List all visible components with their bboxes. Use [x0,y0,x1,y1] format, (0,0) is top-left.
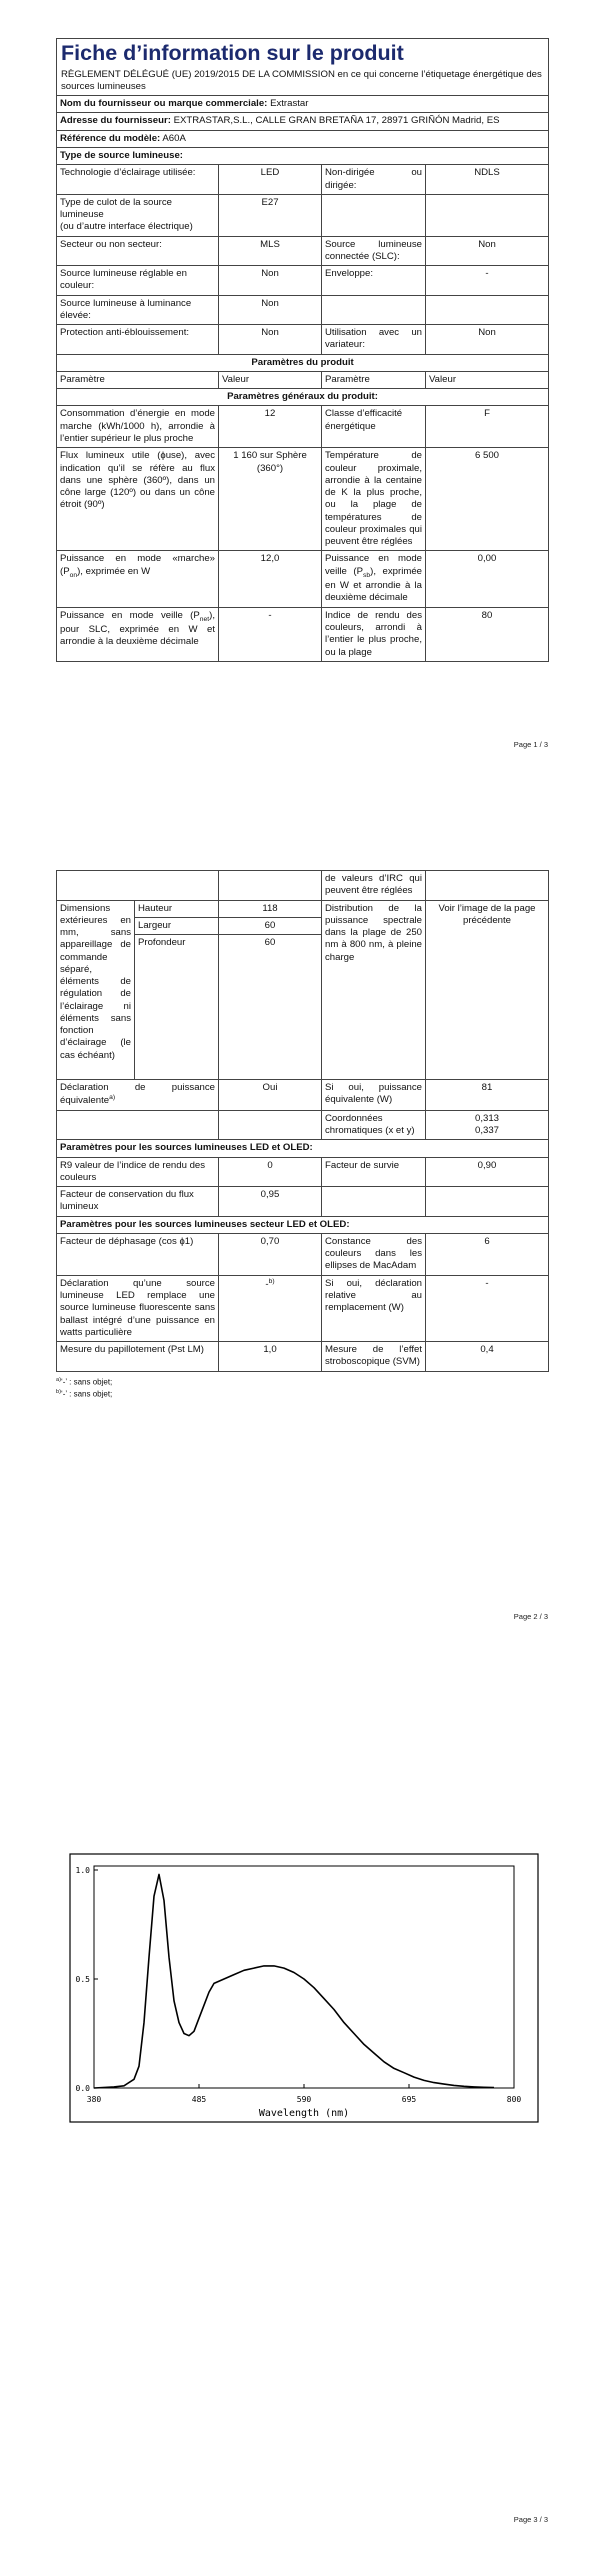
title-cell [57,39,549,96]
cap-label-line-2: (ou d’autre interface électrique) [60,221,193,233]
replacement-power-value: - [426,1275,549,1341]
x-tick-label: 800 [506,2095,522,2104]
light-source-type-header: Type de source lumineuse: [57,147,549,164]
model-value: A60A [162,132,186,144]
connected-value: Non [426,236,549,266]
product-info-table-page-1 [56,38,549,662]
col-header-param: Paramètre [322,371,426,388]
stroboscopic-value: 0,4 [426,1342,549,1372]
cri-label-part-1: Indice de rendu des couleurs, arrondi à l’entier le plus proche, ou la plage [322,607,426,661]
cap-label-line-1: Type de culot de la source lumineuse [60,196,172,221]
color-tunable-label: Source lumineuse réglable en couleur: [57,266,219,296]
cri-value: 80 [426,607,549,661]
regulation-text: RÈGLEMENT DÉLÉGUÉ (UE) 2019/2015 DE LA COMMISSION en ce qui concerne l’étiquetage énergétique des sources lumineuses [61,68,542,92]
cct-label: Température de couleur proximale, arrondie à la centaine de K la plus proche, ou la plage de températures de couleur proximales qui peuvent être réglées [322,448,426,551]
params-product-header: Paramètres du produit [57,354,549,371]
spd-label: Distribution de la puissance spectrale dans la plage de 250 nm à 800 nm, à pleine charge [322,900,426,1080]
cct-value: 6 500 [426,448,549,551]
macadam-label: Constance des couleurs dans les ellipses de MacAdam [322,1233,426,1275]
plot-area [94,1866,514,2088]
address-value: EXTRASTAR,S.L., CALLE GRAN BRETAÑA 17, 28971 GRIÑÓN Madrid, ES [173,115,500,127]
empty-cell [219,871,322,901]
footnote-b: $^{b)}$‘-’ : sans objet; [56,1389,113,1399]
col-header-value: Valeur [219,371,322,388]
net-standby-value: - [219,607,322,661]
page-title: Fiche d’information sur le produit [61,41,404,65]
directional-label: Non-dirigée ou dirigée: [322,165,426,195]
tech-value: LED [219,165,322,195]
replacement-declaration-value: -$^{b)}$ [219,1275,322,1341]
anti-glare-value: Non [219,325,322,355]
empty-cell [219,1110,322,1140]
stroboscopic-label: Mesure de l’effet stroboscopique (SVM) [322,1342,426,1372]
standby-value: 0,00 [426,551,549,607]
y-tick-label: 0.0 [75,2084,90,2093]
equivalent-power-label: Si oui, puissance équivalente (W) [322,1080,426,1111]
lumen-maintenance-label: Facteur de conservation du flux lumineux [57,1187,219,1217]
survival-label: Facteur de survie [322,1157,426,1187]
standby-label: Puissance en mode veille $(P_{sb})$, exprimée en W et arrondie à la deuxième décimale [322,551,426,607]
x-tick-label: 485 [191,2095,207,2104]
empty-cell [426,1187,549,1217]
r9-label: R9 valeur de l’indice de rendu des couleurs [57,1157,219,1187]
footnote-a: $^{a)}$‘-’ : sans objet; [56,1376,113,1387]
chart-frame [70,1854,538,2122]
spectrum-line [94,1874,494,2088]
spectral-distribution-chart [56,1840,548,2140]
replacement-power-label: Si oui, déclaration relative au remplacement (W) [322,1275,426,1341]
useful-flux-label: Flux lumineux utile (ɸuse), avec indication qu’il se réfère au flux dans une sphère (360º), dans un cône large (120º) ou dans un cône étroit (90º) [57,448,219,551]
dimmable-value: Non [426,325,549,355]
general-params-header: Paramètres généraux du produit: [57,389,549,406]
empty-cell [322,1187,426,1217]
led-oled-header: Paramètres pour les sources lumineuses LED et OLED: [57,1140,549,1157]
energy-class-label: Classe d’efficacité énergétique [322,406,426,448]
spectral-chart-svg [56,1840,548,2140]
displacement-factor-value: 0,70 [219,1233,322,1275]
high-luminance-label: Source lumineuse à luminance élevée: [57,295,219,325]
chromaticity-value [426,1110,549,1140]
product-info-sheet-part-2 [56,870,548,1401]
width-label: Largeur [135,917,219,934]
address-row [57,113,549,130]
on-power-label: Puissance en mode «marche» $(P_{on})$, exprimée en W [57,551,219,607]
col-header-param: Paramètre [57,371,219,388]
flicker-label: Mesure du papillotement (Pst LM) [57,1342,219,1372]
empty-cell [426,871,549,901]
model-label: Référence du modèle: [60,132,161,144]
net-standby-label: Puissance en mode veille $(P_{net})$, pour SLC, exprimée en W et arrondie à la deuxième décimale [57,607,219,661]
page-footer-2: Page 2 / 3 [513,1612,548,1621]
width-value: 60 [219,917,322,934]
lumen-maintenance-value: 0,95 [219,1187,322,1217]
page-3 [0,1700,604,2560]
useful-flux-value: 1 160 sur Sphère (360°) [219,448,322,551]
chromaticity-y: 0,337 [474,1125,499,1137]
mains-led-oled-header: Paramètres pour les sources lumineuses secteur LED et OLED: [57,1216,549,1233]
chromaticity-x: 0,313 [474,1112,499,1124]
color-tunable-value: Non [219,266,322,296]
height-value: 118 [219,900,322,917]
directional-value: NDLS [426,165,549,195]
depth-value: 60 [219,935,322,1080]
dimensions-label: Dimensions extérieures en mm, sans appareillage de commande séparé, éléments de régulation de l’éclairage ni éléments sans fonction d’éclairage (le cas échéant) [57,900,135,1080]
replacement-declaration-label: Déclaration qu’une source lumineuse LED remplace une source lumineuse fluorescente sans ballast intégré d’une puissance en watts particulière [57,1275,219,1341]
y-tick-label: 0.5 [75,1975,90,1984]
empty-cell [57,871,219,901]
footnotes [56,1376,548,1401]
dimmable-label: Utilisation avec un variateur: [322,325,426,355]
x-tick-label: 590 [296,2095,312,2104]
survival-value: 0,90 [426,1157,549,1187]
spd-value: Voir l’image de la page précédente [426,900,549,1080]
connected-label: Source lumineuse connectée (SLC): [322,236,426,266]
cap-label [57,194,219,236]
empty-cell [322,194,426,236]
equivalent-declaration-value: Oui [219,1080,322,1111]
energy-class-value: F [426,406,549,448]
y-tick-label: 1.0 [75,1866,90,1875]
displacement-factor-label: Facteur de déphasage (cos ɸ1) [57,1233,219,1275]
page-footer-1: Page 1 / 3 [513,740,548,749]
energy-consumption-label: Consommation d’énergie en mode marche (kWh/1000 h), arrondie à l’entier supérieur le plus proche [57,406,219,448]
macadam-value: 6 [426,1233,549,1275]
mains-value: MLS [219,236,322,266]
equivalent-power-value: 81 [426,1080,549,1111]
empty-cell [57,1110,219,1140]
supplier-value: Extrastar [270,98,309,110]
depth-label: Profondeur [135,935,219,1080]
supplier-row [57,96,549,113]
empty-cell [426,295,549,325]
page-1 [0,0,604,780]
product-info-sheet-part-1 [56,38,548,662]
page-2 [0,820,604,1670]
height-label: Hauteur [135,900,219,917]
x-tick-label: 380 [86,2095,102,2104]
energy-consumption-value: 12 [219,406,322,448]
x-tick-label: 695 [401,2095,417,2104]
anti-glare-label: Protection anti-éblouissement: [57,325,219,355]
mains-label: Secteur ou non secteur: [57,236,219,266]
address-label: Adresse du fournisseur: [60,115,171,127]
page-footer-3: Page 3 / 3 [513,2515,548,2524]
tech-label: Technologie d’éclairage utilisée: [57,165,219,195]
empty-cell [426,194,549,236]
cap-value: E27 [219,194,322,236]
envelope-value: - [426,266,549,296]
on-power-value: 12,0 [219,551,322,607]
flicker-value: 1,0 [219,1342,322,1372]
r9-value: 0 [219,1157,322,1187]
x-axis-label: Wavelength (nm) [258,2108,350,2119]
supplier-label: Nom du fournisseur ou marque commerciale: [60,98,268,110]
equivalent-declaration-label: Déclaration de puissance équivalente$^{a)}$ [57,1080,219,1111]
high-luminance-value: Non [219,295,322,325]
col-header-value: Valeur [426,371,549,388]
cri-label-part-2: de valeurs d’IRC qui peuvent être réglées [322,871,426,901]
model-row [57,130,549,147]
envelope-label: Enveloppe: [322,266,426,296]
chromaticity-label: Coordonnées chromatiques (x et y) [322,1110,426,1140]
empty-cell [322,295,426,325]
product-info-table-page-2 [56,870,549,1372]
